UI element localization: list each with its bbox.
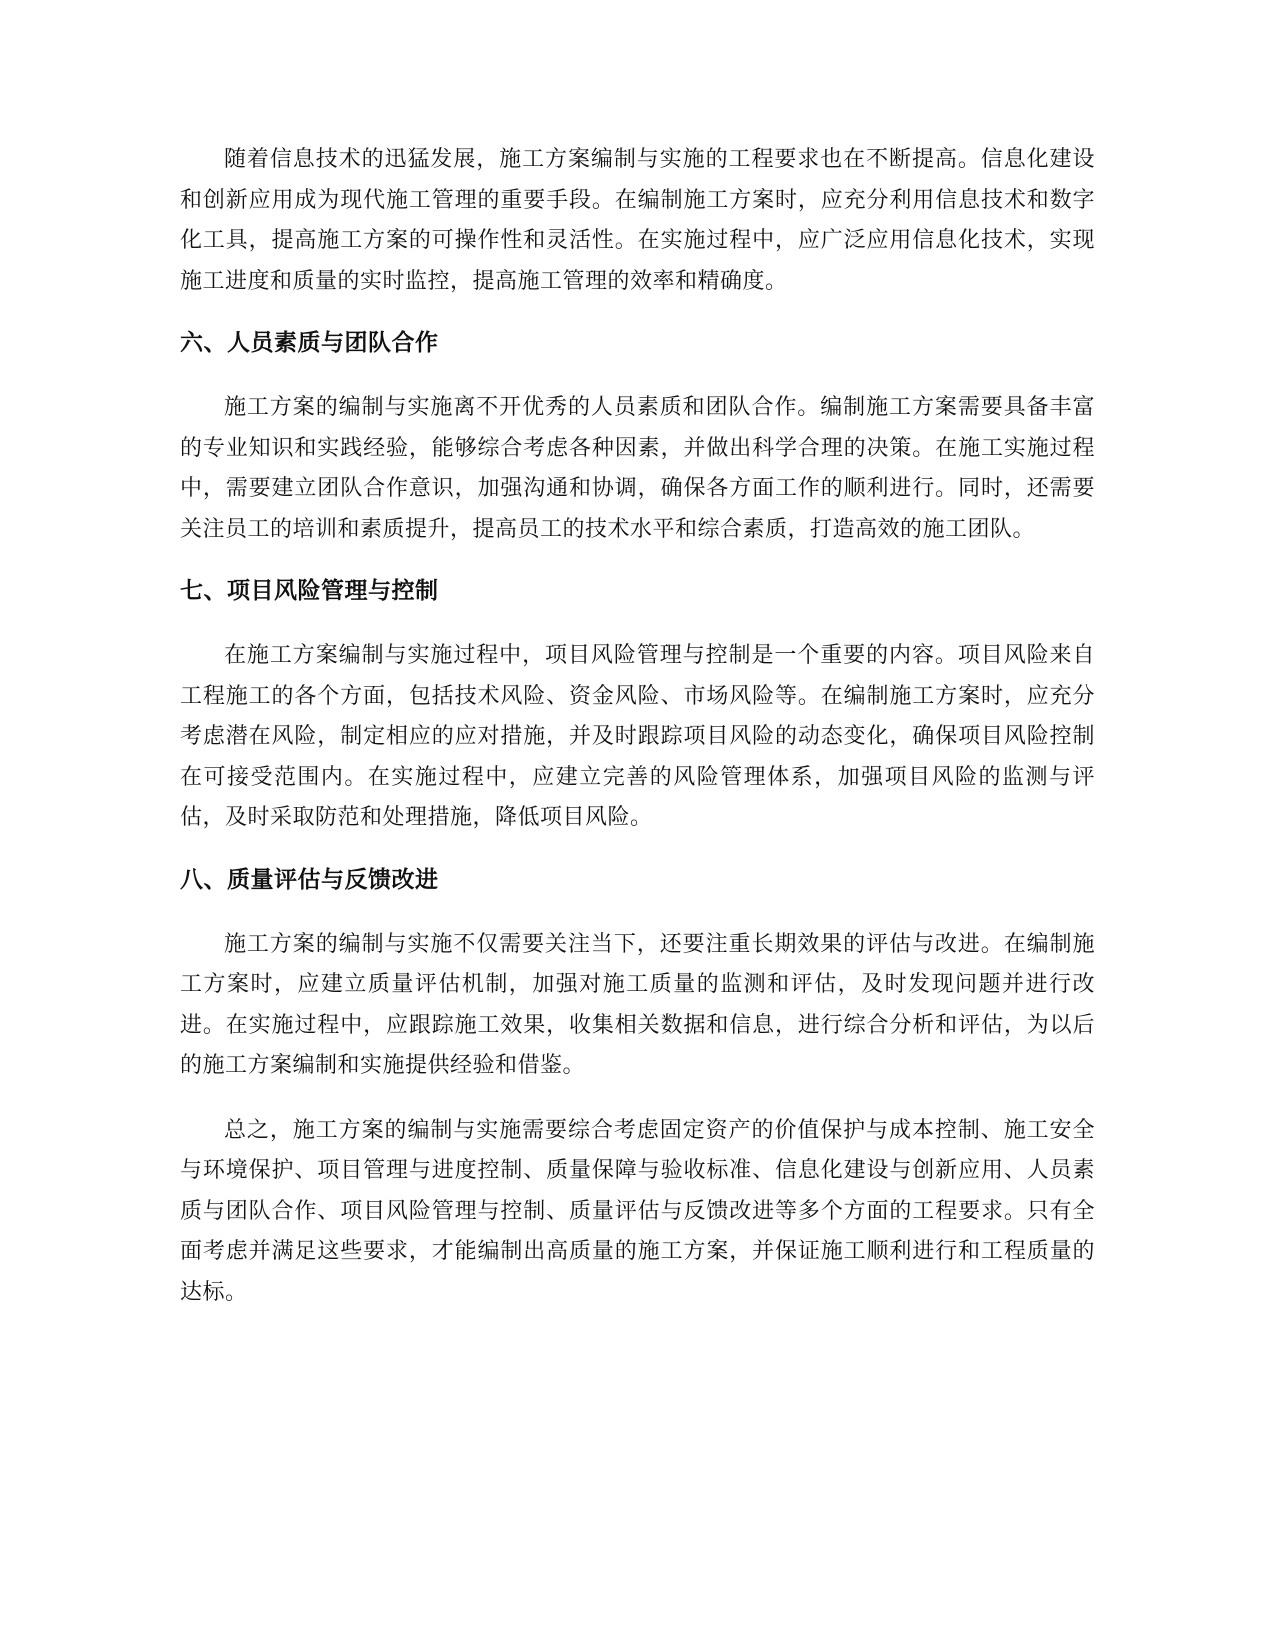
spacer <box>180 900 1095 925</box>
section-heading-7: 七、项目风险管理与控制 <box>180 578 439 604</box>
spacer <box>180 611 1095 636</box>
document-page <box>180 140 1095 1313</box>
section-body-8: 施工方案的编制与实施不仅需要关注当下，还要注重长期效果的评估与改进。在编制施工方案时，应建立质量评估机制，加强对施工质量的监测和评估，及时发现问题并进行改进。在实施过程中，应跟踪施工效果，收集相关数据和信息，进行综合分析和评估，为以后的施工方案编制和实施提供经验和借鉴。 <box>180 931 1095 1078</box>
section-heading-8: 八、质量评估与反馈改进 <box>180 866 439 893</box>
spacer <box>180 302 1095 323</box>
spacer <box>180 839 1095 860</box>
spacer <box>180 550 1095 571</box>
spacer <box>180 363 1095 388</box>
section-body-6: 施工方案的编制与实施离不开优秀的人员素质和团队合作。编制施工方案需要具备丰富的专业知识和实践经验，能够综合考虑各种因素，并做出科学合理的决策。在施工实施过程中，需要建立团队合作意识，加强沟通和协调，确保各方面工作的顺利进行。同时，还需要关注员工的培训和素质提升，提高员工的技术水平和综合素质，打造高效的施工团队。 <box>180 395 1095 542</box>
section-body-7: 在施工方案编制与实施过程中，项目风险管理与控制是一个重要的内容。项目风险来自工程施工的各个方面，包括技术风险、资金风险、市场风险等。在编制施工方案时，应充分考虑潜在风险，制定相应的应对措施，并及时跟踪项目风险的动态变化，确保项目风险控制在可接受范围内。在实施过程中，应建立完善的风险管理体系，加强项目风险的监测与评估，及时采取防范和处理措施，降低项目风险。 <box>180 643 1095 830</box>
spacer <box>180 1087 1095 1111</box>
paragraph-intro: 随着信息技术的迅猛发展，施工方案编制与实施的工程要求也在不断提高。信息化建设和创新应用成为现代施工管理的重要手段。在编制施工方案时，应充分利用信息技术和数字化工具，提高施工方案的可操作性和灵活性。在实施过程中，应广泛应用信息化技术，实现施工进度和质量的实时监控，提高施工管理的效率和精确度。 <box>180 147 1095 294</box>
section-heading-6: 六、人员素质与团队合作 <box>180 330 439 356</box>
paragraph-conclusion: 总之，施工方案的编制与实施需要综合考虑固定资产的价值保护与成本控制、施工安全与环境保护、项目管理与进度控制、质量保障与验收标准、信息化建设与创新应用、人员素质与团队合作、项目风险管理与控制、质量评估与反馈改进等多个方面的工程要求。只有全面考虑并满足这些要求，才能编制出高质量的施工方案，并保证施工顺利进行和工程质量的达标。 <box>180 1117 1095 1305</box>
